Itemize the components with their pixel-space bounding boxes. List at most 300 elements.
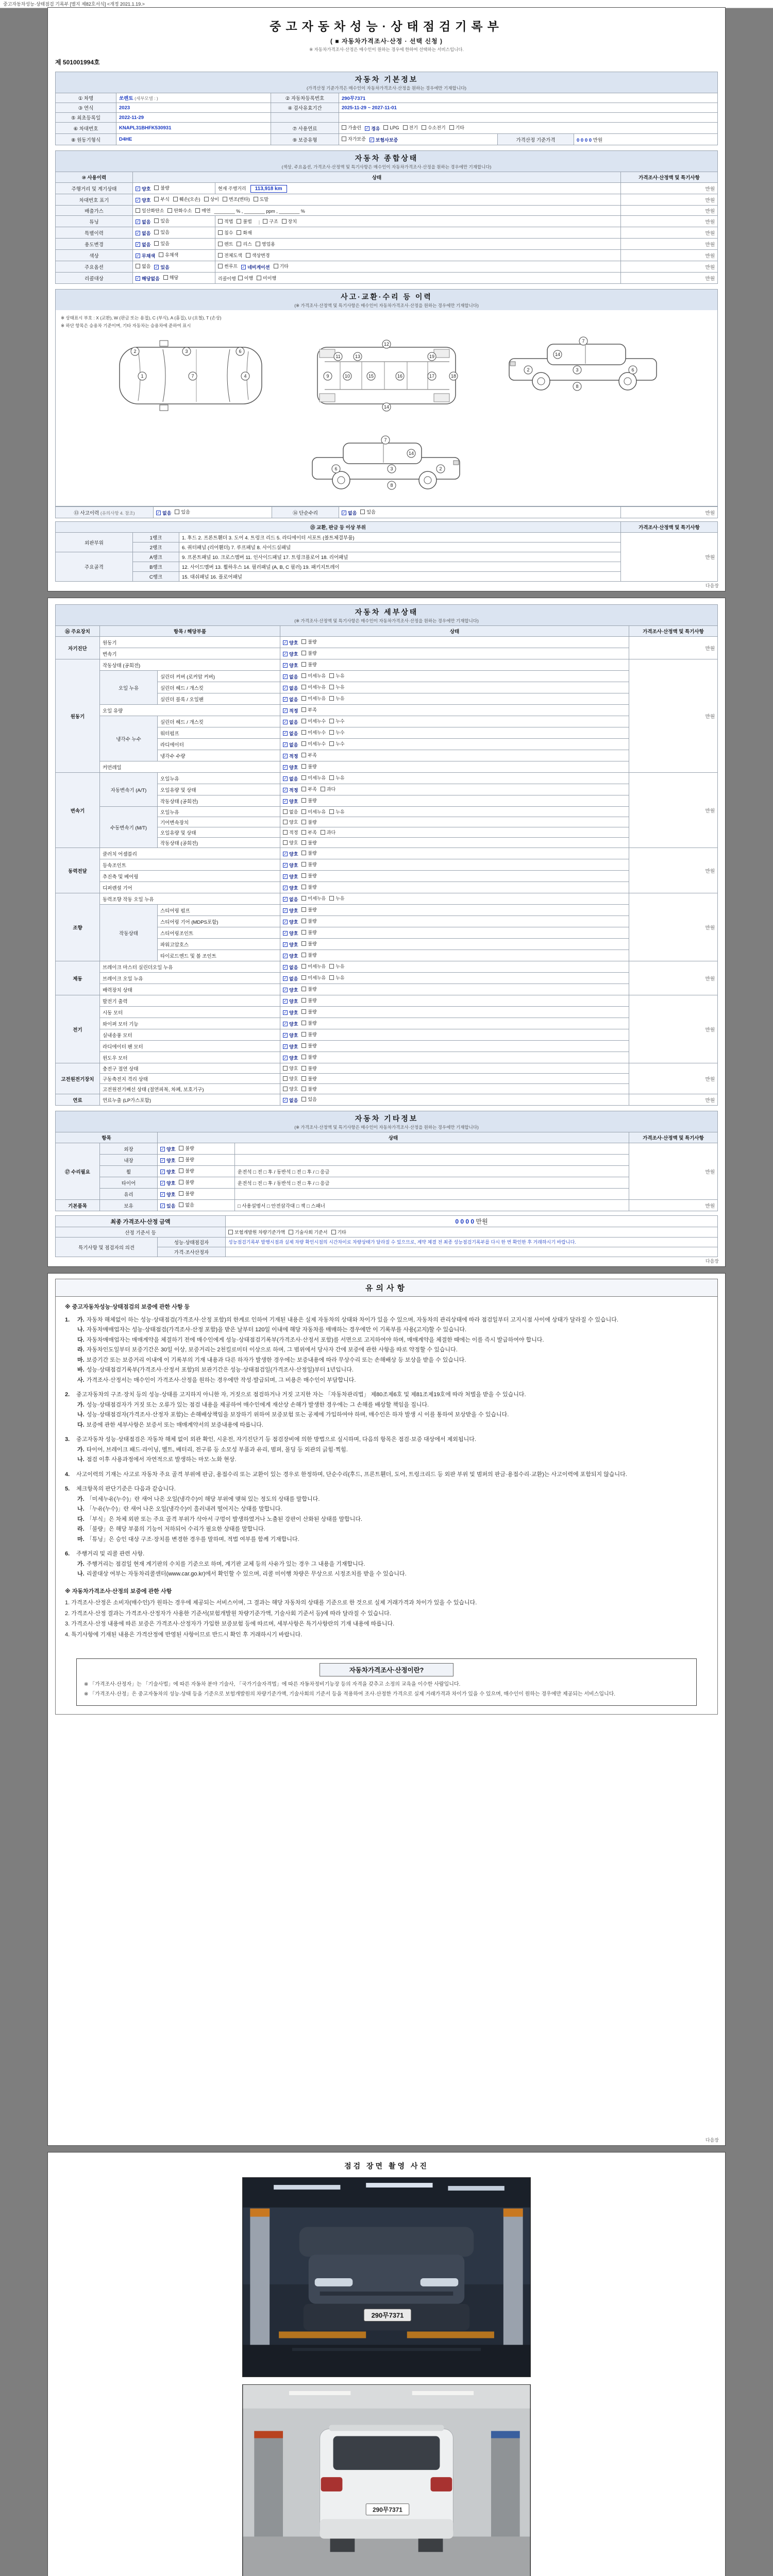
inspection-photos xyxy=(55,2177,718,2576)
checkbox-icon: ✓ xyxy=(283,742,287,747)
checkbox-icon xyxy=(301,1076,306,1081)
svg-text:6: 6 xyxy=(631,367,634,372)
panel-notes xyxy=(47,1273,726,2146)
checkbox-option[interactable]: 미세누수 xyxy=(301,718,326,724)
checkbox-icon xyxy=(154,197,159,201)
checkbox-option[interactable]: 불량 xyxy=(301,1075,316,1082)
checkbox-option[interactable]: ✓ 없음 xyxy=(136,219,151,225)
field-label: ④ 검사유효기간 xyxy=(271,103,339,113)
checkbox-option[interactable]: ✓ 없음 xyxy=(136,242,151,247)
model-year: 2023 xyxy=(116,103,271,113)
checkbox-option[interactable]: 미세누유 xyxy=(301,695,326,702)
checkbox-icon xyxy=(449,125,454,130)
checkbox-icon xyxy=(329,730,334,735)
state-options xyxy=(280,838,629,848)
notes-item: 2. 중고자동차의 구조·장치 등의 성능·상태를 고지하지 아니한 자, 거짓으로 점검하거나 거짓 고지한 자는 「자동차관리법」 제80조제6호 및 제81조제19호에 따라 처벌을 받을 수 있습니다. 가. 성능·상태점검자가 거짓 또는 오류가 있는 점검 내용을 제공하여 매수인에게 재산상 손해가 발생한 경우에는 그 손해를 배상할 책임을 집니다. 나. 성능·상태점검자(가격조사·산정자 포함)는 손해배상책임을 보장하기 위하여 보증보험 또는 공제에 가입하여야 하며, 매수인은 하자 발생 시 이를 통하여 보상받을 수 있습니다. 다. 보증에 관한 세부사항은 보증서 또는 매매계약서의 보증내용에 따릅니다. xyxy=(65,1392,526,1428)
checkbox-option[interactable]: 기타 xyxy=(449,124,464,131)
checkbox-option[interactable]: 양호 xyxy=(283,839,298,846)
exchange-label: ⑮ 교환, 판금 등 이상 부위 xyxy=(56,522,621,533)
checkbox-option[interactable]: ✓ 없음 xyxy=(157,511,172,516)
svg-text:16: 16 xyxy=(397,374,403,379)
checkbox-option[interactable]: 불량 xyxy=(301,638,316,645)
checkbox-option[interactable]: 불량 xyxy=(301,884,316,890)
checkbox-option[interactable]: 불량 xyxy=(301,997,316,1004)
checkbox-option[interactable]: ✓ 양호 xyxy=(136,198,151,203)
checkbox-option[interactable]: 부족 xyxy=(301,786,316,792)
checkbox-option[interactable]: 보험개발원 차량기준가액 xyxy=(228,1229,285,1235)
checkbox-option[interactable]: 있음 xyxy=(154,229,169,235)
checkbox-option[interactable]: 전기 xyxy=(403,124,418,131)
checkbox-icon xyxy=(204,197,209,201)
checkbox-option[interactable]: ✓ 적정 xyxy=(283,708,298,714)
checkbox-option[interactable]: 상이 xyxy=(204,196,219,202)
checkbox-option[interactable]: ✓ 양호 xyxy=(283,1056,298,1061)
checkbox-option[interactable]: ✓ 없음 xyxy=(283,697,298,702)
field-label: ① 차명 xyxy=(56,93,116,103)
appraiser-opinion xyxy=(226,1247,718,1257)
row-label: 용도변경 xyxy=(56,239,133,250)
item-label: 오일 유량 xyxy=(100,705,280,716)
checkbox-option[interactable]: ✓ 양호 xyxy=(283,942,298,947)
checkbox-icon: ✓ xyxy=(283,976,287,981)
checkbox-option[interactable]: ✓ 양호 xyxy=(136,187,151,192)
checkbox-icon xyxy=(179,1191,183,1196)
checkbox-option[interactable]: 미세누유 xyxy=(301,895,326,902)
checkbox-icon xyxy=(301,820,306,824)
col-price: 가격조사·산정액 및 특기사항 xyxy=(629,1132,718,1143)
checkbox-option[interactable]: 과다 xyxy=(321,829,335,836)
checkbox-icon xyxy=(283,809,288,814)
checkbox-icon xyxy=(237,219,241,224)
item-label: 원동기 xyxy=(100,637,280,648)
checkbox-option[interactable]: 가솔린 xyxy=(342,124,361,131)
state-options xyxy=(280,882,629,893)
frame-items: 9. 프론트패널 10. 크로스멤버 11. 인사이드패널 17. 트렁크플로어 18. 리어패널 xyxy=(179,552,621,562)
checkbox-icon xyxy=(173,197,178,201)
checkbox-option[interactable]: 불량 xyxy=(301,986,316,992)
checkbox-option[interactable]: 누유 xyxy=(329,684,344,690)
checkbox-option[interactable]: 누유 xyxy=(329,963,344,970)
row-label: 색상 xyxy=(56,250,133,261)
state-detail: 리콜이행 이행 미이행 xyxy=(215,273,621,284)
state-detail: 현재 주행거리 113,918 km xyxy=(215,183,621,194)
checkbox-option[interactable]: 양호 xyxy=(283,1065,298,1072)
checkbox-option[interactable]: 부족 xyxy=(301,829,316,836)
checkbox-option[interactable]: 불량 xyxy=(301,1086,316,1092)
row-label: 주행거리 및 계기상태 xyxy=(56,183,133,194)
checkbox-option[interactable]: ✓ 없음 xyxy=(283,965,298,970)
checkbox-option[interactable]: 누유 xyxy=(329,895,344,902)
checkbox-option[interactable]: 일산화탄소 xyxy=(136,207,164,214)
price-cell: 만원 xyxy=(621,216,718,227)
checkbox-option[interactable]: 훼손(오손) xyxy=(173,196,200,202)
state-options: 일산화탄소 탄화수소 매연 ________ % , ________ ppm , ________ % xyxy=(133,206,621,216)
state-options xyxy=(280,727,629,739)
state-detail: 적법 불법 | 구조 장치 xyxy=(215,216,621,227)
checkbox-option[interactable]: 양호 xyxy=(283,819,298,825)
checkbox-option[interactable]: 유채색 xyxy=(159,251,178,258)
checkbox-option[interactable]: 미이행 xyxy=(257,275,276,281)
checkbox-option[interactable]: 없음 xyxy=(136,263,150,269)
state-options xyxy=(280,973,629,984)
checkbox-icon xyxy=(179,1168,183,1173)
checkbox-option[interactable]: 없음 xyxy=(283,808,298,815)
row-label: 리콜대상 xyxy=(56,273,133,284)
checkbox-icon xyxy=(301,730,306,735)
checkbox-option[interactable]: ✓ 네비게이션 xyxy=(242,265,270,270)
checkbox-icon xyxy=(301,1055,306,1059)
rank-label: C랭크 xyxy=(133,572,179,582)
panel-items: 6. 쿼터패널 (리어휀더) 7. 루프패널 8. 사이드실패널 xyxy=(179,543,621,552)
checkbox-option[interactable]: 미세누유 xyxy=(301,684,326,690)
checkbox-option[interactable]: 미세누유 xyxy=(301,774,326,781)
checkbox-option[interactable]: 전체도색 xyxy=(218,252,242,259)
checkbox-option[interactable]: 불량 xyxy=(301,1020,316,1026)
checkbox-option[interactable]: ✓ 양호 xyxy=(283,920,298,925)
checkbox-option[interactable]: 불량 xyxy=(179,1156,194,1163)
other-info-table xyxy=(55,1132,718,1211)
checkbox-icon: ✓ xyxy=(283,965,287,970)
checkbox-option[interactable]: 불량 xyxy=(301,906,316,913)
checkbox-option[interactable]: 부족 xyxy=(301,706,316,713)
checkbox-option[interactable]: 리스 xyxy=(237,241,251,247)
checkbox-icon xyxy=(301,851,306,855)
checkbox-option[interactable]: LPG xyxy=(383,125,399,130)
svg-text:7: 7 xyxy=(191,374,194,379)
item-label: 윈도우 모터 xyxy=(100,1052,280,1063)
state-detail: □ 사용설명서 □ 안전삼각대 □ 잭 □ 스패너 xyxy=(235,1200,629,1211)
checkbox-option[interactable]: ✓ 양호 xyxy=(161,1170,176,1175)
checkbox-icon: ✓ xyxy=(136,231,140,235)
checkbox-option[interactable]: 누유 xyxy=(329,774,344,781)
state-options xyxy=(280,1074,629,1084)
state-detail xyxy=(215,261,621,273)
checkbox-option[interactable]: ✓ 없음 xyxy=(136,231,151,236)
checkbox-option[interactable]: ✓ 무채색 xyxy=(136,253,156,259)
item-label: 실내송풍 모터 xyxy=(100,1029,280,1041)
row-label: 유리 xyxy=(100,1189,158,1200)
checkbox-option[interactable]: 미세누유 xyxy=(301,963,326,970)
checkbox-icon xyxy=(329,975,334,980)
basic-items-label: 기본품목 xyxy=(56,1200,100,1211)
svg-text:17: 17 xyxy=(429,374,435,379)
svg-text:13: 13 xyxy=(355,354,361,359)
state-options xyxy=(280,739,629,750)
svg-text:14: 14 xyxy=(554,352,561,357)
checkbox-option[interactable]: 기타 xyxy=(274,263,289,269)
checkbox-option[interactable]: 불량 xyxy=(301,650,316,656)
checkbox-option[interactable]: ✓ 없음 xyxy=(283,976,298,981)
item-label: 충전구 절연 상태 xyxy=(100,1063,280,1074)
checkbox-option[interactable]: 부족 xyxy=(301,752,316,758)
checkbox-option[interactable]: 과다 xyxy=(321,786,335,792)
checkbox-option[interactable]: 누유 xyxy=(329,672,344,679)
checkbox-option[interactable]: 수소전기 xyxy=(422,124,446,131)
checkbox-option[interactable]: ✓ 적정 xyxy=(283,754,298,759)
checkbox-icon: ✓ xyxy=(161,1147,164,1151)
checkbox-option[interactable]: 누수 xyxy=(329,740,344,747)
checkbox-option[interactable]: 변조(변타) xyxy=(223,196,250,202)
checkbox-icon: ✓ xyxy=(161,1204,164,1208)
checkbox-option[interactable]: 불량 xyxy=(301,797,316,804)
checkbox-option[interactable]: ✓ 양호 xyxy=(283,988,298,993)
checkbox-option[interactable]: 미세누유 xyxy=(301,974,326,981)
opinion-label: 특기사항 및 점검자의 의견 xyxy=(56,1238,158,1257)
checkbox-option[interactable]: ✓ 양호 xyxy=(283,663,298,668)
checkbox-icon xyxy=(301,1021,306,1025)
checkbox-option[interactable]: 자가보증 xyxy=(342,135,366,142)
checkbox-option[interactable]: 불량 xyxy=(301,929,316,936)
state-options xyxy=(158,1166,235,1177)
svg-text:14: 14 xyxy=(408,451,414,456)
checkbox-option[interactable]: ✓ 없음 xyxy=(283,731,298,736)
checkbox-icon xyxy=(237,242,241,246)
checkbox-icon xyxy=(179,1180,183,1184)
svg-text:9: 9 xyxy=(326,374,329,379)
final-price-table xyxy=(55,1215,718,1257)
panel-items: 1. 후드 2. 프론트휀더 3. 도어 4. 트렁크 리드 5. 라디에이터 서포트 (볼트체결부품) xyxy=(179,533,621,543)
checkbox-option[interactable]: ✓ 양호 xyxy=(283,640,298,646)
checkbox-option[interactable]: 색상변경 xyxy=(246,252,270,259)
field-label: ⑧ 원동기형식 xyxy=(56,134,116,145)
checkbox-option[interactable]: 불량 xyxy=(301,661,316,668)
checkbox-option[interactable]: 불량 xyxy=(179,1179,194,1185)
checkbox-icon xyxy=(301,964,306,969)
price-cell: 만원 xyxy=(629,659,718,773)
checkbox-option[interactable]: ✓ 양호 xyxy=(161,1192,176,1197)
checkbox-option[interactable]: 불량 xyxy=(179,1145,194,1151)
checkbox-option[interactable]: 미세누수 xyxy=(301,740,326,747)
checkbox-option[interactable]: 기술사회 기준서 xyxy=(289,1229,327,1235)
car-left-side-diagram xyxy=(500,332,665,399)
checkbox-option[interactable]: ✓ 양호 xyxy=(283,931,298,936)
checkbox-option[interactable]: ✓ 양호 xyxy=(283,886,298,891)
checkbox-option[interactable]: 미세누수 xyxy=(301,729,326,736)
state-options xyxy=(133,273,215,284)
checkbox-option[interactable]: 장치 xyxy=(282,218,297,225)
svg-text:6: 6 xyxy=(239,349,242,354)
checkbox-option[interactable]: 양호 xyxy=(283,1075,298,1082)
checkbox-option[interactable]: 불량 xyxy=(301,872,316,879)
checkbox-option[interactable]: ✓ 적정 xyxy=(283,788,298,793)
checkbox-option[interactable]: 렌트 xyxy=(218,241,233,247)
checkbox-option[interactable]: 침수 xyxy=(218,229,233,236)
registration-number: 290무7371 xyxy=(339,93,718,103)
checkbox-option[interactable]: 없음 xyxy=(179,1201,194,1208)
checkbox-option[interactable]: 적정 xyxy=(283,829,298,836)
checkbox-option[interactable]: 있음 xyxy=(360,509,375,515)
checkbox-icon: ✓ xyxy=(283,874,287,879)
item-label: 기어변속장치 xyxy=(158,817,280,827)
checkbox-icon xyxy=(301,998,306,1003)
checkbox-option[interactable]: 누유 xyxy=(329,808,344,815)
svg-text:2: 2 xyxy=(439,466,442,471)
checkbox-option[interactable]: ✓ 양호 xyxy=(283,954,298,959)
checkbox-icon xyxy=(329,964,334,969)
checkbox-option[interactable]: ✓ 양호 xyxy=(283,1010,298,1015)
price-cell: 만원 xyxy=(621,273,718,284)
checkbox-option[interactable]: ✓ 없음 xyxy=(283,720,298,725)
state-options xyxy=(280,916,629,927)
checkbox-option[interactable]: ✓ 없음 xyxy=(283,686,298,691)
checkbox-option[interactable]: 불량 xyxy=(301,952,316,958)
checkbox-option[interactable]: ✓ 양호 xyxy=(161,1147,176,1152)
checkbox-option[interactable]: 불량 xyxy=(301,850,316,856)
checkbox-option[interactable]: ✓ 양호 xyxy=(283,799,298,804)
checkbox-option[interactable]: 탄화수소 xyxy=(167,207,192,214)
checkbox-option[interactable]: 불법 xyxy=(237,218,251,225)
checkbox-option[interactable]: ✓ 없음 xyxy=(283,776,298,782)
svg-text:3: 3 xyxy=(576,367,579,372)
checkbox-option[interactable]: 불량 xyxy=(179,1167,194,1174)
checkbox-option[interactable]: 누수 xyxy=(329,729,344,736)
first-registration-date: 2022-11-29 xyxy=(116,113,271,123)
checkbox-icon: ✓ xyxy=(283,1044,287,1049)
row-label: 내장 xyxy=(100,1155,158,1166)
checkbox-icon xyxy=(283,820,288,824)
checkbox-option[interactable]: 있음 xyxy=(175,509,190,515)
checkbox-icon: ✓ xyxy=(283,686,287,690)
checkbox-option[interactable]: ✓ 양호 xyxy=(283,908,298,913)
checkbox-option[interactable]: 있음 xyxy=(301,1096,316,1103)
checkbox-option[interactable]: 불량 xyxy=(301,1065,316,1072)
state-options xyxy=(280,761,629,773)
item-label: 오일누유 xyxy=(158,773,280,784)
car-diagrams xyxy=(60,329,713,503)
notes-item: 5. 체크항목의 판단기준은 다음과 같습니다. 가. 「미세누유(누수)」란 새어 나온 오일(냉각수)이 해당 부위에 맺혀 있는 정도의 상태를 말합니다. 나. 「누유(누수)」란 새어 나온 오일(냉각수)이 흘러내려 떨어지는 상태를 말합니다. 다. 「부식」은 차체 외판 또는 주요 골격 부위가 삭아서 구멍이 발생하였거나 노출된 강판이 산화된 상태를 말합니다. 라. 「불량」은 해당 부품의 기능이 저하되어 수리가 필요한 상태를 말합니다. 마. 「튜닝」은 승인 대상 구조·장치를 변경한 경우를 말하며, 적법 여부를 함께 기재합니다. xyxy=(65,1486,363,1543)
checkbox-option[interactable]: ✓ 양호 xyxy=(283,863,298,868)
checkbox-option[interactable]: ✓ 양호 xyxy=(283,852,298,857)
checkbox-option[interactable]: ✓ 양호 xyxy=(283,765,298,770)
checkbox-icon: ✓ xyxy=(283,640,287,645)
state-options xyxy=(133,227,215,239)
checkbox-option[interactable]: 적법 xyxy=(218,218,233,225)
checkbox-option[interactable]: 불량 xyxy=(301,918,316,924)
svg-text:8: 8 xyxy=(576,384,579,389)
checkbox-icon xyxy=(301,673,306,678)
checkbox-option[interactable]: ✓ 있음 xyxy=(161,1204,176,1209)
checkbox-option[interactable]: 불량 xyxy=(154,184,169,191)
checkbox-option[interactable]: 해당 xyxy=(163,274,178,281)
checkbox-option[interactable]: 불량 xyxy=(301,1042,316,1049)
checkbox-icon: ✓ xyxy=(283,799,287,804)
checkbox-icon xyxy=(179,1202,183,1207)
checkbox-icon: ✓ xyxy=(365,126,369,131)
checkbox-icon: ✓ xyxy=(283,920,287,924)
checkbox-option[interactable]: ✓ 없음 xyxy=(283,674,298,680)
checkbox-option[interactable]: ✓ 해당없음 xyxy=(136,276,160,281)
checkbox-option[interactable]: 불량 xyxy=(301,1054,316,1060)
item-label: 라디에이터 팬 모터 xyxy=(100,1041,280,1052)
row-label: 휠 xyxy=(100,1166,158,1177)
checkbox-icon xyxy=(301,775,306,780)
checkbox-option[interactable]: ✓ 없음 xyxy=(283,742,298,748)
checkbox-option[interactable]: 있음 xyxy=(154,217,169,224)
device-name: 제동 xyxy=(56,961,100,995)
field-label: ③ 연식 xyxy=(56,103,116,113)
checkbox-option[interactable]: 불량 xyxy=(179,1190,194,1197)
checkbox-option[interactable]: 불량 xyxy=(301,1031,316,1038)
checkbox-option[interactable]: 누유 xyxy=(329,695,344,702)
checkbox-option[interactable]: 양호 xyxy=(283,1086,298,1092)
checkbox-option[interactable]: 불량 xyxy=(301,763,316,770)
checkbox-option[interactable]: 구조 xyxy=(263,218,278,225)
checkbox-option[interactable]: 화재 xyxy=(237,229,251,236)
checkbox-option[interactable]: ✓ 없음 xyxy=(283,1098,298,1103)
checkbox-option[interactable]: 불량 xyxy=(301,839,316,846)
checkbox-option[interactable]: ✓ 양호 xyxy=(283,652,298,657)
checkbox-option[interactable]: ✓ 양호 xyxy=(283,1022,298,1027)
svg-text:7: 7 xyxy=(384,437,387,443)
svg-text:18: 18 xyxy=(450,374,457,379)
state-options xyxy=(158,1177,235,1189)
checkbox-option[interactable]: ✓ 양호 xyxy=(283,874,298,879)
checkbox-icon xyxy=(301,707,306,712)
checkbox-icon xyxy=(301,787,306,791)
state-detail xyxy=(215,239,621,250)
checkbox-icon xyxy=(282,219,287,224)
state-options xyxy=(280,848,629,859)
checkbox-option[interactable]: 미세누유 xyxy=(301,808,326,815)
price-cell: 만원 xyxy=(629,1143,718,1200)
checkbox-icon: ✓ xyxy=(161,1181,164,1185)
checkbox-option[interactable]: 썬루프 xyxy=(218,263,238,269)
accident-diagram-box xyxy=(55,310,718,506)
checkbox-icon xyxy=(283,1066,288,1071)
checkbox-option[interactable]: ✓ 양호 xyxy=(283,999,298,1004)
row-label: 외장 xyxy=(100,1143,158,1155)
price-cell: 만원 xyxy=(621,194,718,206)
checkbox-option[interactable]: 이행 xyxy=(238,275,253,281)
item-label: 작동상태 (공회전) xyxy=(158,795,280,807)
checkbox-option[interactable]: 있음 xyxy=(154,240,169,247)
checkbox-option[interactable]: 부식 xyxy=(154,196,169,202)
checkbox-option[interactable]: ✓ 양호 xyxy=(161,1181,176,1186)
checkbox-option[interactable]: 불량 xyxy=(301,1008,316,1015)
checkbox-icon xyxy=(274,264,278,268)
col-state: 상태 xyxy=(158,1132,629,1143)
checkbox-option[interactable]: ✓ 없음 xyxy=(342,511,357,516)
checkbox-option[interactable]: 영업용 xyxy=(256,241,275,247)
panel-page2 xyxy=(47,598,726,1267)
checkbox-option[interactable]: 불량 xyxy=(301,861,316,868)
checkbox-option[interactable]: ✓ 없음 xyxy=(283,897,298,902)
checkbox-option[interactable]: 불량 xyxy=(301,819,316,825)
checkbox-option[interactable]: 누수 xyxy=(329,718,344,724)
checkbox-option[interactable]: ✓ 양호 xyxy=(161,1158,176,1163)
checkbox-option[interactable]: ✓ 양호 xyxy=(283,1044,298,1049)
checkbox-icon xyxy=(301,1087,306,1091)
checkbox-option[interactable]: 누유 xyxy=(329,974,344,981)
checkbox-icon: ✓ xyxy=(136,253,140,258)
checkbox-option[interactable]: 미세누유 xyxy=(301,672,326,679)
checkbox-option[interactable]: ✓ 보험사보증 xyxy=(369,138,398,143)
col-state: 상태 xyxy=(280,626,629,637)
license-plate-text: 290무7371 xyxy=(371,2311,404,2319)
checkbox-icon xyxy=(329,673,334,678)
checkbox-option[interactable]: ✓ 양호 xyxy=(283,1033,298,1038)
checkbox-option[interactable]: 도말 xyxy=(254,196,268,202)
price-survey-info-line1: ※ 「가격조사·산정자」는 「기술사법」에 따른 자동차 분야 기술사, 「국가기술자격법」에 따른 자동차정비기능장 등의 자격을 갖추고 소정의 교육을 이수한 사람입니다. xyxy=(84,1682,461,1687)
state-options xyxy=(133,239,215,250)
checkbox-option[interactable]: 매연 xyxy=(195,207,210,214)
state-options xyxy=(133,183,215,194)
checkbox-option[interactable]: 기타 xyxy=(331,1229,346,1235)
checkbox-option[interactable]: ✓ 있음 xyxy=(155,265,170,270)
checkbox-icon xyxy=(329,696,334,701)
checkbox-option[interactable]: 불량 xyxy=(301,940,316,947)
checkbox-option[interactable]: ✓ 경유 xyxy=(365,126,380,131)
